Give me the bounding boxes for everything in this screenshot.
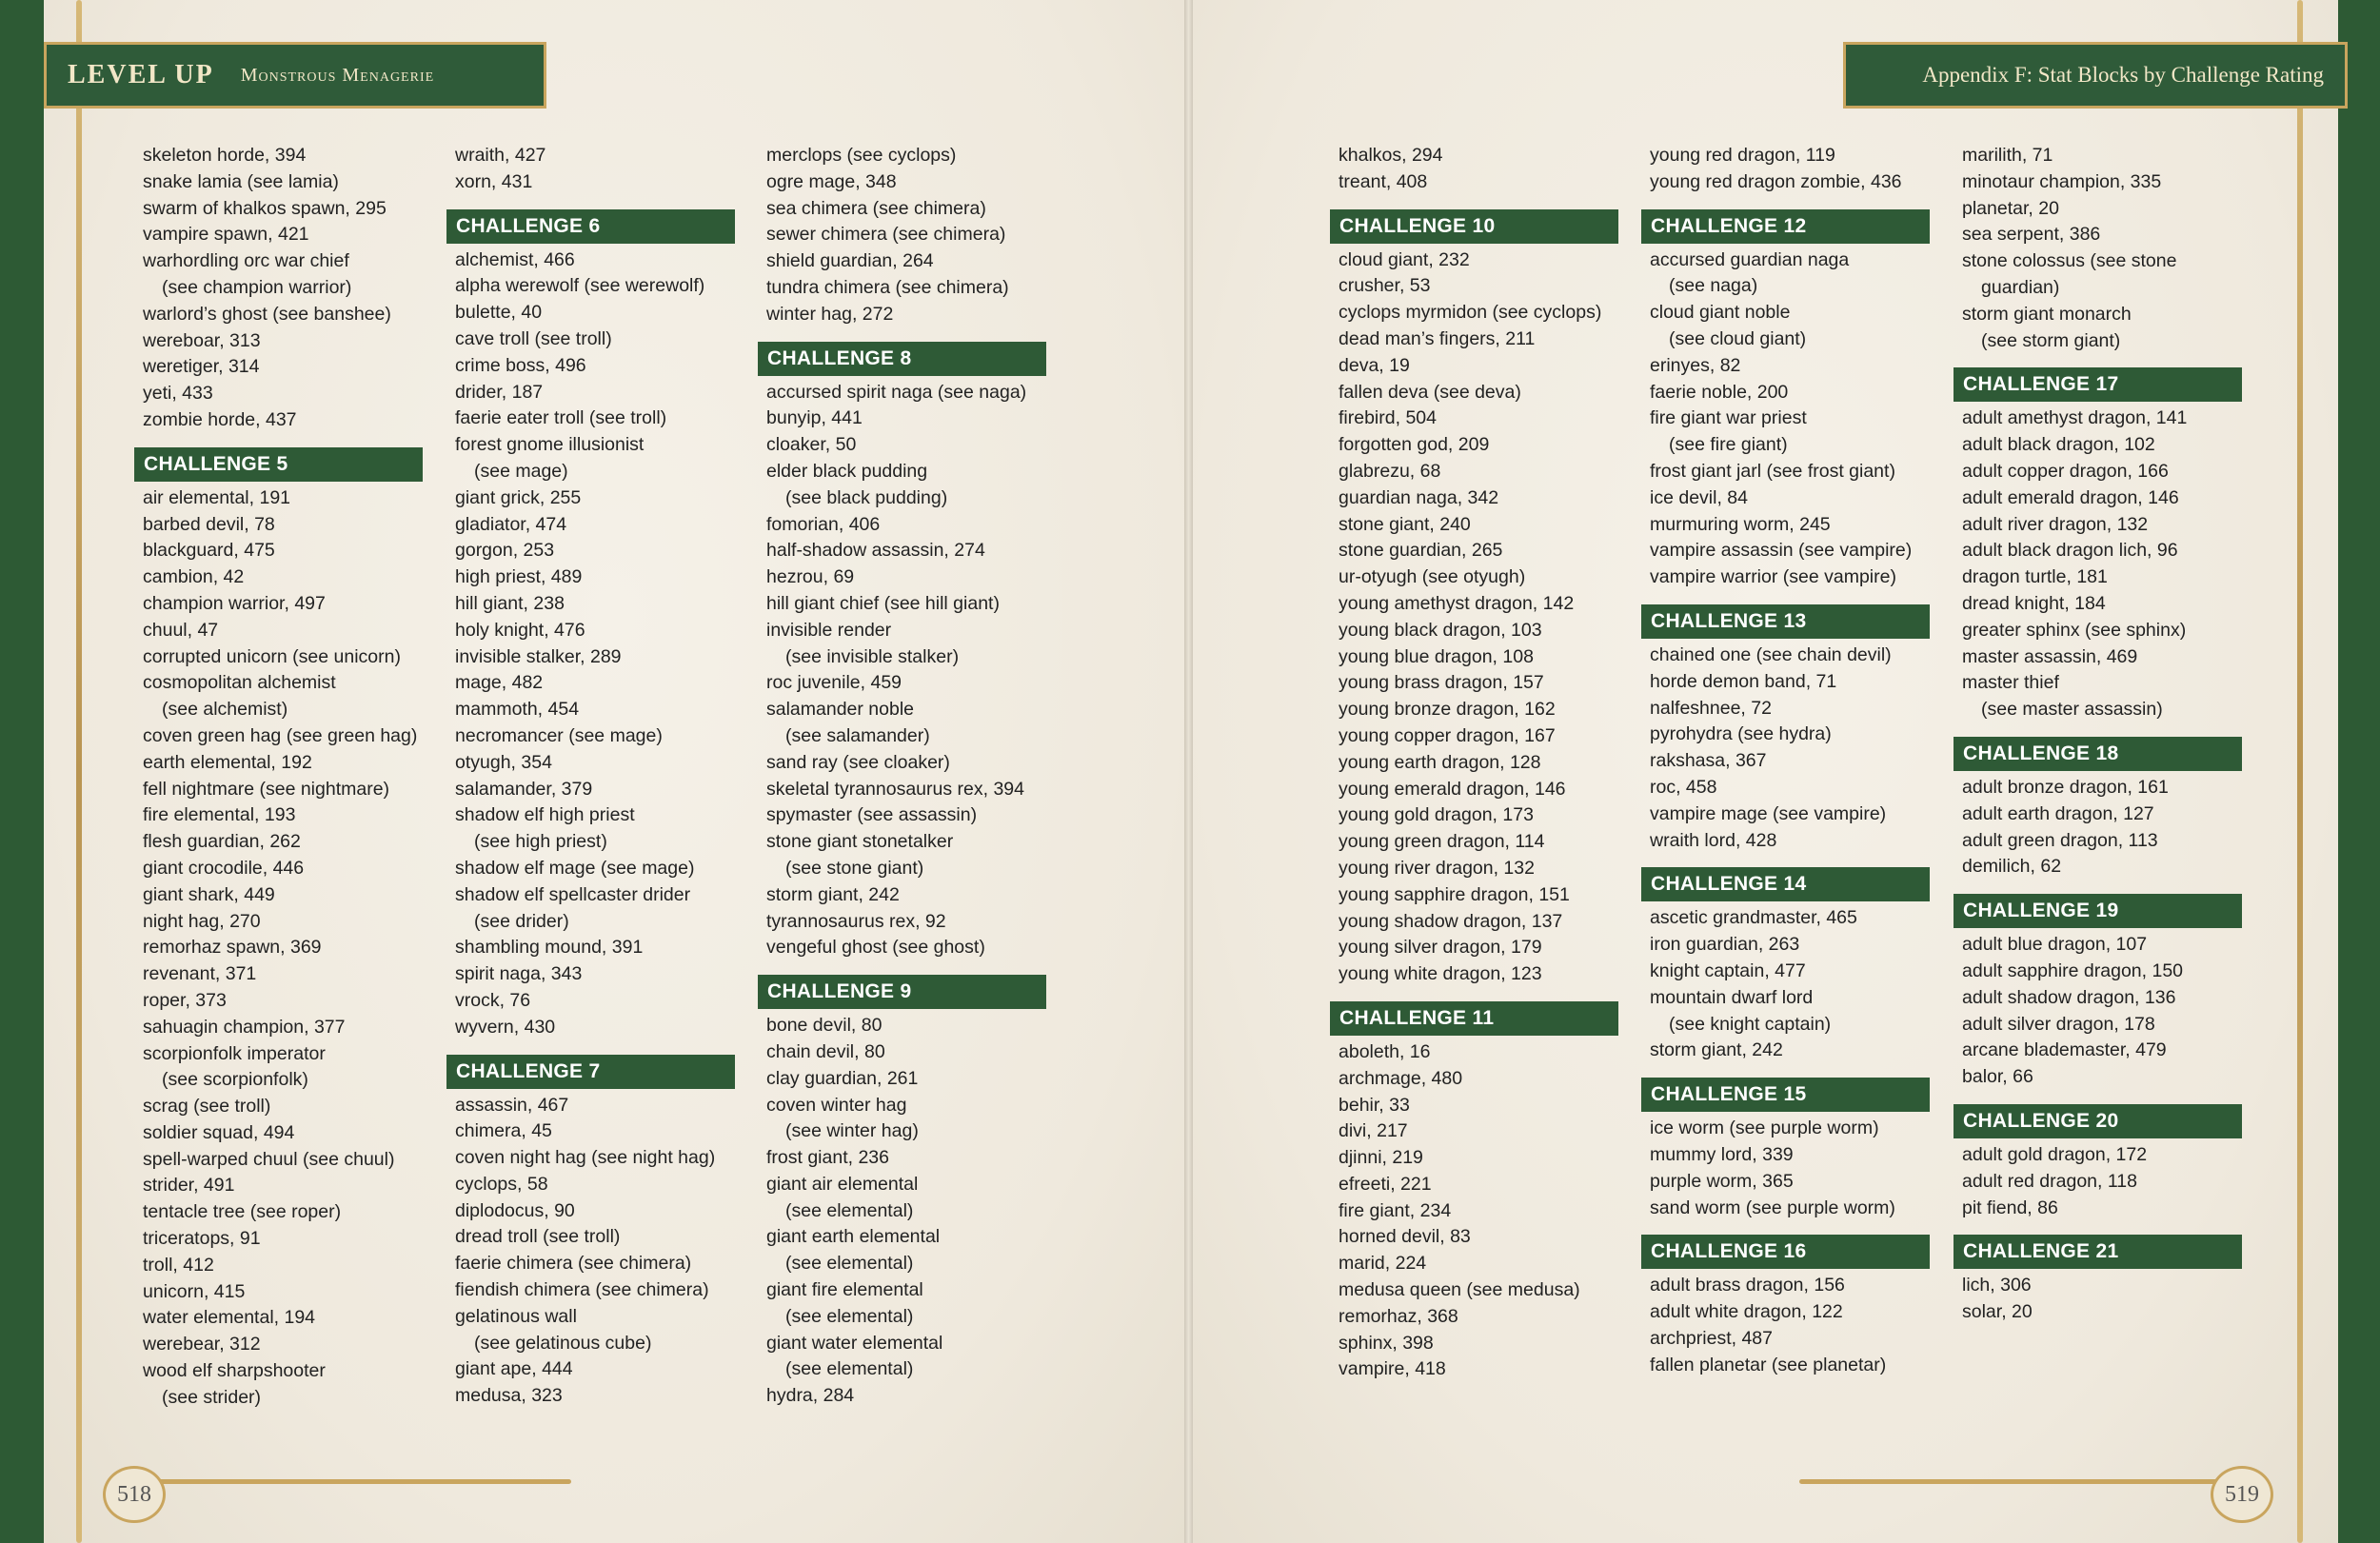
index-entry: adult red dragon, 118 <box>1962 1170 2137 1192</box>
challenge-heading: CHALLENGE 12 <box>1641 209 1930 244</box>
index-entry: pit fiend, 86 <box>1962 1197 2058 1218</box>
index-entry: purple worm, 365 <box>1650 1170 1794 1192</box>
index-entry: high priest, 489 <box>455 566 583 588</box>
challenge-heading: CHALLENGE 7 <box>446 1055 735 1089</box>
index-entry: wereboar, 313 <box>143 329 261 351</box>
index-entry: accursed guardian naga <box>1650 248 1850 270</box>
index-entry: hydra, 284 <box>766 1385 855 1407</box>
index-entry: tentacle tree (see roper) <box>143 1201 342 1223</box>
index-entry: champion warrior, 497 <box>143 592 326 614</box>
index-entry: khalkos, 294 <box>1339 145 1443 166</box>
index-entry: balor, 66 <box>1962 1066 2033 1088</box>
index-entry: fell nightmare (see nightmare) <box>143 778 390 800</box>
index-entry: weretiger, 314 <box>143 356 260 378</box>
page-number-right: 519 <box>2211 1466 2273 1523</box>
book-title: Monstrous Menagerie <box>240 64 435 86</box>
index-entry: archmage, 480 <box>1339 1067 1463 1089</box>
index-entry: deva, 19 <box>1339 354 1410 376</box>
index-entry: crusher, 53 <box>1339 275 1431 297</box>
index-entry: coven winter hag <box>766 1094 907 1116</box>
index-entry: ice devil, 84 <box>1650 486 1748 508</box>
index-entry: adult blue dragon, 107 <box>1962 934 2148 956</box>
index-entry: guardian naga, 342 <box>1339 486 1499 508</box>
challenge-heading: CHALLENGE 8 <box>758 342 1046 376</box>
index-entry: greater sphinx (see sphinx) <box>1962 619 2187 641</box>
index-entry: young emerald dragon, 146 <box>1339 778 1566 800</box>
index-entry: wraith lord, 428 <box>1650 829 1777 851</box>
index-entry: spirit naga, 343 <box>455 963 583 985</box>
index-entry: shadow elf spellcaster drider <box>455 883 691 905</box>
index-entry: sahuagin champion, 377 <box>143 1016 346 1038</box>
index-column-6 <box>1962 143 2242 1326</box>
challenge-heading: CHALLENGE 19 <box>1954 894 2242 928</box>
index-entry: storm giant, 242 <box>766 883 900 905</box>
index-entry: roc, 458 <box>1650 776 1717 798</box>
index-entry: demilich, 62 <box>1962 856 2062 878</box>
index-entry: gorgon, 253 <box>455 540 555 562</box>
index-entry: vampire spawn, 421 <box>143 224 309 246</box>
index-entry: adult river dragon, 132 <box>1962 513 2149 535</box>
index-entry: bone devil, 80 <box>766 1015 883 1037</box>
index-entry-continuation: (see scorpionfolk) <box>162 1069 308 1091</box>
index-entry: fallen planetar (see planetar) <box>1650 1354 1887 1375</box>
index-entry: otyugh, 354 <box>455 751 552 773</box>
index-entry: rakshasa, 367 <box>1650 750 1767 772</box>
index-entry: soldier squad, 494 <box>143 1121 295 1143</box>
index-entry: fallen deva (see deva) <box>1339 381 1521 403</box>
index-entry: stone giant, 240 <box>1339 513 1471 535</box>
index-entry: efreeti, 221 <box>1339 1173 1432 1195</box>
challenge-heading: CHALLENGE 6 <box>446 209 735 244</box>
index-entry: master assassin, 469 <box>1962 645 2138 667</box>
index-entry: warlord’s ghost (see banshee) <box>143 303 391 325</box>
index-entry: sphinx, 398 <box>1339 1332 1434 1354</box>
index-entry: young brass dragon, 157 <box>1339 672 1544 694</box>
index-entry: night hag, 270 <box>143 910 261 932</box>
index-entry: spymaster (see assassin) <box>766 804 978 826</box>
index-entry: spell-warped chuul (see chuul) <box>143 1148 395 1170</box>
index-entry: sea chimera (see chimera) <box>766 197 986 219</box>
index-entry: flesh guardian, 262 <box>143 831 301 853</box>
index-entry-continuation: (see alchemist) <box>162 699 288 721</box>
index-entry: lich, 306 <box>1962 1275 2032 1296</box>
index-entry: salamander, 379 <box>455 778 593 800</box>
index-entry: forest gnome illusionist <box>455 434 645 456</box>
index-entry: firebird, 504 <box>1339 407 1437 429</box>
index-entry: giant fire elemental <box>766 1279 923 1301</box>
index-entry: merclops (see cyclops) <box>766 145 957 166</box>
index-entry: young bronze dragon, 162 <box>1339 699 1556 721</box>
index-entry: young copper dragon, 167 <box>1339 724 1556 746</box>
index-entry: alchemist, 466 <box>455 248 575 270</box>
index-entry: sand ray (see cloaker) <box>766 751 950 773</box>
index-entry: chain devil, 80 <box>766 1040 885 1062</box>
index-entry: fire giant, 234 <box>1339 1199 1452 1221</box>
challenge-heading: CHALLENGE 9 <box>758 975 1046 1009</box>
index-entry: stone colossus (see stone <box>1962 250 2177 272</box>
index-entry: vengeful ghost (see ghost) <box>766 937 985 959</box>
index-entry: shadow elf high priest <box>455 804 635 826</box>
index-entry: skeleton horde, 394 <box>143 145 307 166</box>
index-entry: invisible stalker, 289 <box>455 645 622 667</box>
index-entry: faerie noble, 200 <box>1650 381 1789 403</box>
index-entry-continuation: (see knight captain) <box>1669 1013 1832 1035</box>
index-entry: mage, 482 <box>455 672 544 694</box>
index-entry: fire elemental, 193 <box>143 804 296 826</box>
index-entry: cyclops myrmidon (see cyclops) <box>1339 302 1602 324</box>
index-entry: adult brass dragon, 156 <box>1650 1275 1845 1296</box>
index-entry: vampire mage (see vampire) <box>1650 802 1887 824</box>
right-cover-edge <box>2338 0 2380 1543</box>
index-entry-continuation: (see salamander) <box>785 724 930 746</box>
index-entry: djinni, 219 <box>1339 1147 1423 1169</box>
index-entry: master thief <box>1962 672 2059 694</box>
index-entry: faerie chimera (see chimera) <box>455 1253 692 1275</box>
index-entry: adult green dragon, 113 <box>1962 829 2158 851</box>
index-entry: young black dragon, 103 <box>1339 619 1542 641</box>
index-entry-continuation: (see master assassin) <box>1981 699 2163 721</box>
index-entry: barbed devil, 78 <box>143 513 275 535</box>
index-entry: invisible render <box>766 619 892 641</box>
index-entry: bunyip, 441 <box>766 407 863 429</box>
index-entry: scorpionfolk imperator <box>143 1042 326 1064</box>
index-entry: iron guardian, 263 <box>1650 934 1800 956</box>
index-entry: sand worm (see purple worm) <box>1650 1197 1895 1218</box>
index-entry: cloaker, 50 <box>766 434 857 456</box>
index-entry: shambling mound, 391 <box>455 937 644 959</box>
index-entry: elder black pudding <box>766 460 928 482</box>
challenge-heading: CHALLENGE 18 <box>1954 737 2242 771</box>
index-entry: adult silver dragon, 178 <box>1962 1013 2155 1035</box>
index-entry: arcane blademaster, 479 <box>1962 1039 2167 1061</box>
brand-logo: LEVEL UP <box>68 60 214 89</box>
index-entry: air elemental, 191 <box>143 486 291 508</box>
index-entry: fomorian, 406 <box>766 513 881 535</box>
index-entry: mummy lord, 339 <box>1650 1143 1794 1165</box>
book-spine <box>1184 0 1193 1543</box>
index-entry: fiendish chimera (see chimera) <box>455 1279 709 1301</box>
index-entry: ascetic grandmaster, 465 <box>1650 907 1857 929</box>
index-entry: young river dragon, 132 <box>1339 857 1535 879</box>
index-entry: adult copper dragon, 166 <box>1962 460 2169 482</box>
challenge-heading: CHALLENGE 20 <box>1954 1104 2242 1138</box>
index-entry: erinyes, 82 <box>1650 354 1741 376</box>
index-entry: young red dragon, 119 <box>1650 145 1835 166</box>
index-column-2 <box>455 143 735 1410</box>
index-entry: horned devil, 83 <box>1339 1226 1471 1248</box>
index-entry: coven green hag (see green hag) <box>143 724 418 746</box>
index-entry: fire giant war priest <box>1650 407 1807 429</box>
index-entry: swarm of khalkos spawn, 295 <box>143 197 387 219</box>
challenge-heading: CHALLENGE 17 <box>1954 367 2242 402</box>
index-entry: water elemental, 194 <box>143 1307 316 1329</box>
index-entry: sewer chimera (see chimera) <box>766 224 1006 246</box>
index-entry: strider, 491 <box>143 1175 235 1197</box>
index-entry: zombie horde, 437 <box>143 408 297 430</box>
index-entry-continuation: (see black pudding) <box>785 486 948 508</box>
index-entry: marid, 224 <box>1339 1253 1427 1275</box>
index-entry-continuation: (see mage) <box>474 460 568 482</box>
index-entry: adult gold dragon, 172 <box>1962 1143 2148 1165</box>
index-entry: winter hag, 272 <box>766 303 894 325</box>
index-entry: young gold dragon, 173 <box>1339 804 1534 826</box>
challenge-heading: CHALLENGE 21 <box>1954 1235 2242 1269</box>
index-entry: tyrannosaurus rex, 92 <box>766 910 946 932</box>
index-entry: gelatinous wall <box>455 1305 577 1327</box>
index-entry: treant, 408 <box>1339 170 1428 192</box>
index-entry: roc juvenile, 459 <box>766 672 902 694</box>
index-entry: storm giant, 242 <box>1650 1039 1783 1061</box>
index-entry: troll, 412 <box>143 1254 214 1276</box>
index-entry: archpriest, 487 <box>1650 1327 1773 1349</box>
index-entry: bulette, 40 <box>455 302 543 324</box>
index-entry: medusa, 323 <box>455 1385 563 1407</box>
index-entry: earth elemental, 192 <box>143 751 312 773</box>
index-entry: young shadow dragon, 137 <box>1339 910 1563 932</box>
index-entry: unicorn, 415 <box>143 1280 246 1302</box>
index-entry: assassin, 467 <box>455 1094 569 1116</box>
index-entry-continuation: (see storm giant) <box>1981 329 2121 351</box>
index-entry-continuation: guardian) <box>1981 276 2060 298</box>
right-footer-rule <box>1799 1479 2247 1484</box>
index-entry: half-shadow assassin, 274 <box>766 540 985 562</box>
index-entry: shield guardian, 264 <box>766 250 934 272</box>
index-entry: blackguard, 475 <box>143 540 275 562</box>
index-entry: werebear, 312 <box>143 1334 261 1355</box>
index-column-4 <box>1339 143 1618 1383</box>
index-column-3 <box>766 143 1046 1410</box>
index-entry: cambion, 42 <box>143 566 245 588</box>
index-entry: mammoth, 454 <box>455 699 580 721</box>
index-entry: cyclops, 58 <box>455 1173 548 1195</box>
index-entry: adult white dragon, 122 <box>1650 1301 1843 1323</box>
index-entry-continuation: (see high priest) <box>474 831 607 853</box>
index-entry: diplodocus, 90 <box>455 1199 575 1221</box>
index-entry: frost giant, 236 <box>766 1147 889 1169</box>
index-entry: drider, 187 <box>455 381 544 403</box>
challenge-heading: CHALLENGE 10 <box>1330 209 1618 244</box>
index-entry: giant water elemental <box>766 1332 943 1354</box>
index-entry: minotaur champion, 335 <box>1962 170 2162 192</box>
index-entry: tundra chimera (see chimera) <box>766 276 1009 298</box>
index-entry: ur-otyugh (see otyugh) <box>1339 566 1526 588</box>
index-entry-continuation: (see elemental) <box>785 1253 914 1275</box>
left-vine-ornament <box>76 0 82 1543</box>
index-entry: young red dragon zombie, 436 <box>1650 170 1902 192</box>
index-entry: storm giant monarch <box>1962 303 2132 325</box>
index-entry: adult bronze dragon, 161 <box>1962 776 2169 798</box>
index-entry: giant grick, 255 <box>455 486 582 508</box>
index-entry: mountain dwarf lord <box>1650 986 1814 1008</box>
index-entry: dragon turtle, 181 <box>1962 566 2108 588</box>
index-entry: dread knight, 184 <box>1962 592 2106 614</box>
index-entry: wood elf sharpshooter <box>143 1360 326 1382</box>
index-entry: hill giant chief (see hill giant) <box>766 592 1000 614</box>
index-entry: forgotten god, 209 <box>1339 434 1490 456</box>
index-entry: adult amethyst dragon, 141 <box>1962 407 2188 429</box>
index-entry: vampire assassin (see vampire) <box>1650 540 1913 562</box>
index-entry: hezrou, 69 <box>766 566 855 588</box>
left-footer-rule <box>124 1479 571 1484</box>
index-entry: salamander noble <box>766 699 915 721</box>
index-entry: medusa queen (see medusa) <box>1339 1279 1580 1301</box>
index-entry-continuation: (see elemental) <box>785 1305 914 1327</box>
index-entry: young white dragon, 123 <box>1339 963 1542 985</box>
index-entry: young sapphire dragon, 151 <box>1339 883 1570 905</box>
index-entry: stone giant stonetalker <box>766 831 954 853</box>
index-entry: alpha werewolf (see werewolf) <box>455 275 705 297</box>
challenge-heading: CHALLENGE 13 <box>1641 604 1930 639</box>
index-entry: adult black dragon lich, 96 <box>1962 540 2178 562</box>
index-entry: pyrohydra (see hydra) <box>1650 723 1832 745</box>
index-entry: accursed spirit naga (see naga) <box>766 381 1027 403</box>
index-entry: dread troll (see troll) <box>455 1226 621 1248</box>
index-entry: corrupted unicorn (see unicorn) <box>143 645 401 667</box>
index-entry: wraith, 427 <box>455 145 546 166</box>
index-entry: snake lamia (see lamia) <box>143 170 339 192</box>
index-entry: vampire warrior (see vampire) <box>1650 566 1896 588</box>
index-entry: giant crocodile, 446 <box>143 857 305 879</box>
appendix-title: Appendix F: Stat Blocks by Challenge Rating <box>1922 63 2324 87</box>
index-entry: behir, 33 <box>1339 1094 1410 1116</box>
challenge-heading: CHALLENGE 14 <box>1641 867 1930 901</box>
index-entry-continuation: (see elemental) <box>785 1358 914 1380</box>
index-entry: stone guardian, 265 <box>1339 540 1503 562</box>
index-entry: planetar, 20 <box>1962 197 2059 219</box>
index-entry: revenant, 371 <box>143 963 257 985</box>
right-running-header <box>1843 42 2348 109</box>
index-entry: hill giant, 238 <box>455 592 565 614</box>
index-entry: cloud giant, 232 <box>1339 248 1470 270</box>
index-entry-continuation: (see naga) <box>1669 275 1758 297</box>
index-entry: holy knight, 476 <box>455 619 585 641</box>
right-vine-ornament <box>2297 0 2303 1543</box>
index-entry: murmuring worm, 245 <box>1650 513 1831 535</box>
index-entry: chimera, 45 <box>455 1120 552 1142</box>
index-entry: knight captain, 477 <box>1650 959 1806 981</box>
index-entry: young blue dragon, 108 <box>1339 645 1534 667</box>
index-entry: sea serpent, 386 <box>1962 224 2101 246</box>
index-entry: cloud giant noble <box>1650 302 1791 324</box>
index-entry: remorhaz spawn, 369 <box>143 937 322 959</box>
index-entry: skeletal tyrannosaurus rex, 394 <box>766 778 1024 800</box>
index-entry: adult black dragon, 102 <box>1962 434 2155 456</box>
index-entry: young amethyst dragon, 142 <box>1339 592 1575 614</box>
index-entry: gladiator, 474 <box>455 513 567 535</box>
index-entry: glabrezu, 68 <box>1339 460 1441 482</box>
index-entry: ogre mage, 348 <box>766 170 897 192</box>
index-entry: cave troll (see troll) <box>455 327 612 349</box>
index-entry: scrag (see troll) <box>143 1096 271 1118</box>
challenge-heading: CHALLENGE 5 <box>134 447 423 482</box>
index-entry-continuation: (see drider) <box>474 910 569 932</box>
index-entry-continuation: (see stone giant) <box>785 857 924 879</box>
index-entry-continuation: (see champion warrior) <box>162 276 352 298</box>
index-entry: horde demon band, 71 <box>1650 670 1837 692</box>
index-entry-continuation: (see strider) <box>162 1386 262 1408</box>
index-entry: young green dragon, 114 <box>1339 831 1545 853</box>
index-entry: necromancer (see mage) <box>455 724 663 746</box>
index-column-5 <box>1650 143 1930 1378</box>
index-entry: yeti, 433 <box>143 383 213 405</box>
index-entry: chained one (see chain devil) <box>1650 643 1892 665</box>
index-entry: crime boss, 496 <box>455 354 586 376</box>
index-entry: giant air elemental <box>766 1173 919 1195</box>
index-entry: giant shark, 449 <box>143 883 275 905</box>
index-entry: giant ape, 444 <box>455 1358 573 1380</box>
index-entry: shadow elf mage (see mage) <box>455 857 695 879</box>
challenge-heading: CHALLENGE 11 <box>1330 1001 1618 1036</box>
index-entry: frost giant jarl (see frost giant) <box>1650 460 1895 482</box>
index-entry: ice worm (see purple worm) <box>1650 1118 1879 1139</box>
index-entry: giant earth elemental <box>766 1226 941 1248</box>
index-entry: wyvern, 430 <box>455 1016 556 1038</box>
index-entry: adult shadow dragon, 136 <box>1962 986 2176 1008</box>
index-entry: vampire, 418 <box>1339 1358 1446 1380</box>
left-running-header <box>44 42 546 109</box>
index-entry: triceratops, 91 <box>143 1228 261 1250</box>
index-entry-continuation: (see elemental) <box>785 1199 914 1221</box>
index-entry: roper, 373 <box>143 989 227 1011</box>
index-entry: remorhaz, 368 <box>1339 1305 1458 1327</box>
challenge-heading: CHALLENGE 16 <box>1641 1235 1930 1269</box>
index-column-1 <box>143 143 423 1412</box>
index-entry-continuation: (see winter hag) <box>785 1120 919 1142</box>
index-entry: clay guardian, 261 <box>766 1067 919 1089</box>
index-entry: dead man’s fingers, 211 <box>1339 327 1536 349</box>
index-entry: nalfeshnee, 72 <box>1650 697 1772 719</box>
index-entry: solar, 20 <box>1962 1301 2033 1323</box>
index-entry: divi, 217 <box>1339 1120 1408 1142</box>
index-entry: adult sapphire dragon, 150 <box>1962 959 2184 981</box>
index-entry: chuul, 47 <box>143 619 219 641</box>
index-entry: young silver dragon, 179 <box>1339 937 1542 959</box>
index-entry-continuation: (see invisible stalker) <box>785 645 960 667</box>
index-entry: adult earth dragon, 127 <box>1962 802 2154 824</box>
index-entry: young earth dragon, 128 <box>1339 751 1541 773</box>
index-entry: coven night hag (see night hag) <box>455 1147 716 1169</box>
index-entry: adult emerald dragon, 146 <box>1962 486 2179 508</box>
index-entry: marilith, 71 <box>1962 145 2053 166</box>
index-entry: xorn, 431 <box>455 170 533 192</box>
page-number-left: 518 <box>103 1466 166 1523</box>
index-entry-continuation: (see gelatinous cube) <box>474 1332 652 1354</box>
index-entry: vrock, 76 <box>455 989 531 1011</box>
index-entry: cosmopolitan alchemist <box>143 672 336 694</box>
index-entry: warhordling orc war chief <box>143 250 349 272</box>
index-entry-continuation: (see fire giant) <box>1669 434 1788 456</box>
challenge-heading: CHALLENGE 15 <box>1641 1078 1930 1112</box>
left-cover-edge <box>0 0 44 1543</box>
index-entry: faerie eater troll (see troll) <box>455 407 667 429</box>
index-entry-continuation: (see cloud giant) <box>1669 327 1807 349</box>
index-entry: aboleth, 16 <box>1339 1040 1431 1062</box>
